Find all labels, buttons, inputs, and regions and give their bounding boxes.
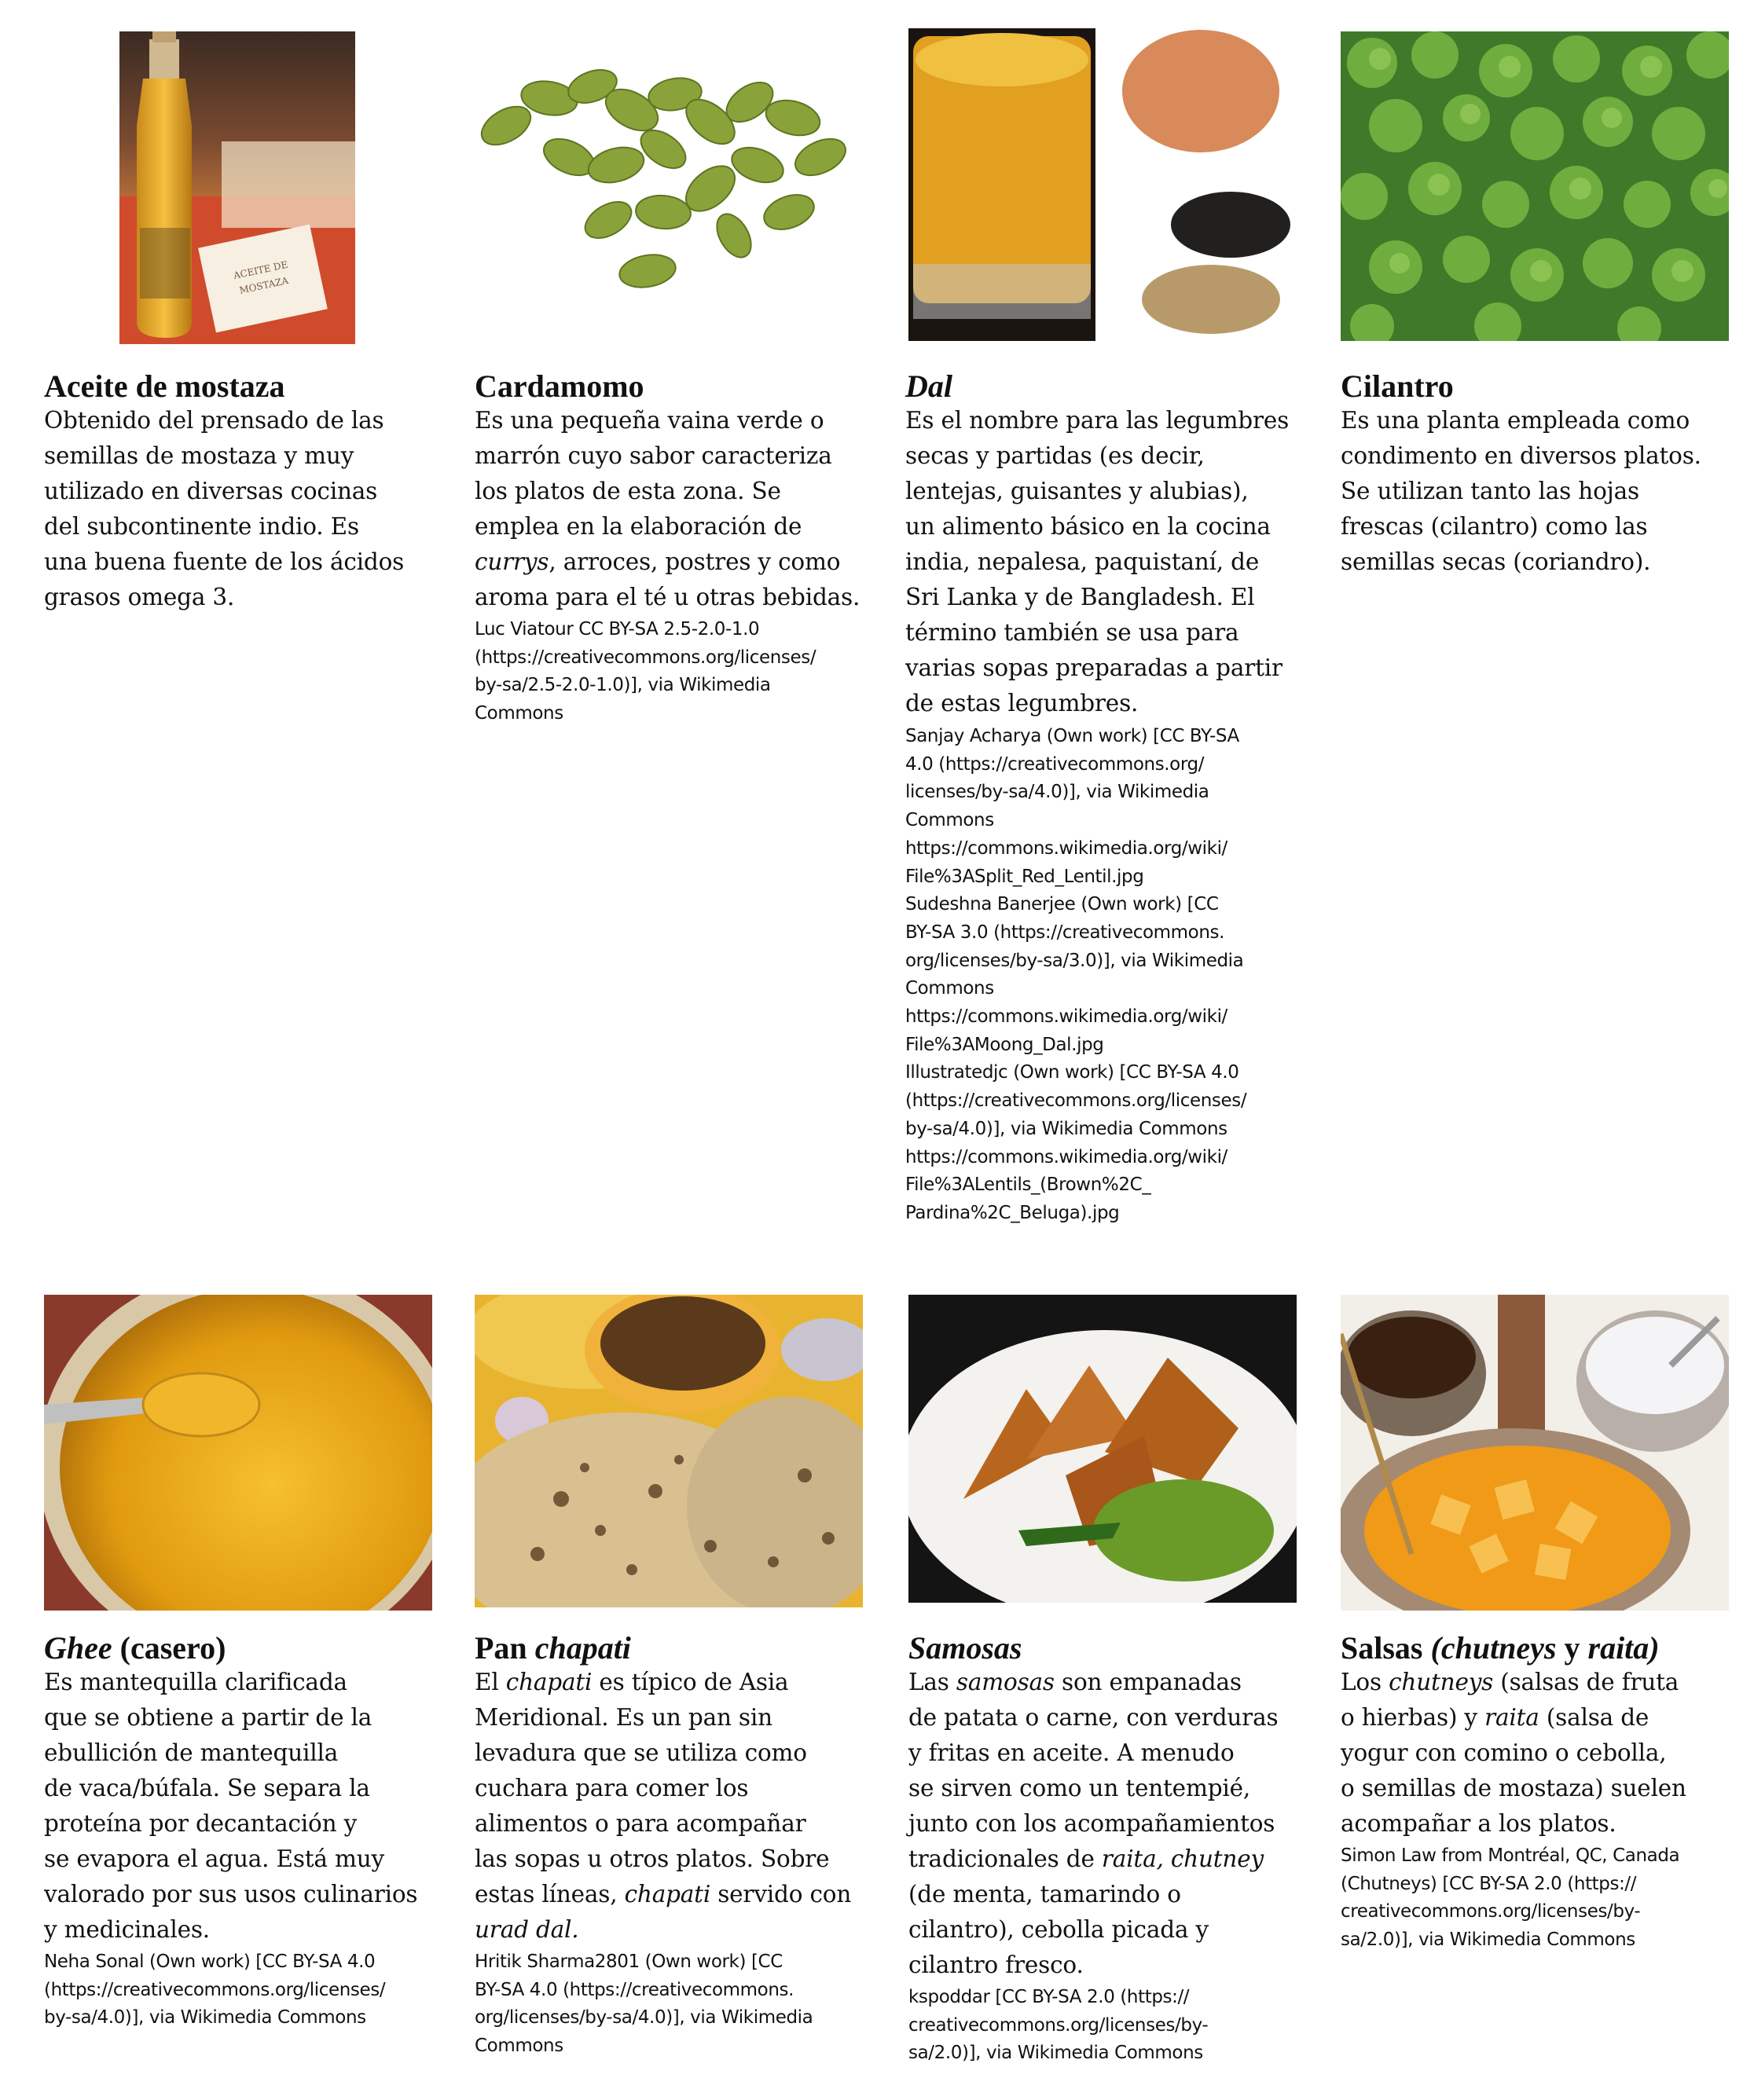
chutneys-raita-photo [1341, 1295, 1729, 1611]
chapati-photo [475, 1295, 863, 1607]
item-title: Cardamomo [475, 368, 644, 404]
svg-text:ACEITE DE: ACEITE DE [232, 258, 289, 281]
ghee-photo [44, 1295, 432, 1611]
item-title: Cilantro [1341, 368, 1454, 404]
image-credit: Simon Law from Montréal, QC, Canada (Chutneys) [CC BY-SA 2.0 (https:// creativecommons.org/licenses/by- sa/2.0)], via Wikimedia Commons [1341, 1845, 1680, 1951]
cilantro-photo [1341, 31, 1729, 341]
svg-text:MOSTAZA: MOSTAZA [238, 274, 290, 296]
item-title: Dal [905, 368, 952, 404]
item-title: Aceite de mostaza [44, 368, 285, 404]
image-credit: Hritik Sharma2801 (Own work) [CC BY-SA 4.0 (https://creativecommons. org/licenses/by-sa/4.0)], via Wikimedia Commons [475, 1952, 813, 2057]
dal-photo [908, 28, 1290, 341]
item-description: Es una planta empleada como condimento en diversos platos. Se utilizan tanto las hojas frescas (cilantro) como las semillas secas (coriandro). [1341, 407, 1701, 575]
item-title: Samosas [908, 1630, 1022, 1666]
image-credit: Luc Viatour CC BY-SA 2.5-2.0-1.0 (https://creativecommons.org/licenses/ by-sa/2.5-2.0-1.0)], via Wikimedia Commons [475, 619, 816, 724]
item-description: Obtenido del prensado de las semillas de mostaza y muy utilizado en diversas cocinas del subcontinente indio. Es una buena fuente de los ácidos grasos omega 3. [44, 407, 405, 610]
item-description: Es una pequeña vaina verde o marrón cuyo sabor caracteriza los platos de esta zona. Se emplea en la elaboración de currys, arroces, postres y como aroma para el té u otras bebidas. [475, 407, 860, 610]
samosas-photo [908, 1295, 1297, 1603]
item-description: Es mantequilla clarificada que se obtiene a partir de la ebullición de mantequilla de vaca/búfala. Se separa la proteína por decantación y se evapora el agua. Está muy valorado por sus usos culinarios y medicinales. [44, 1669, 418, 1943]
image-credit: Neha Sonal (Own work) [CC BY-SA 4.0 (https://creativecommons.org/licenses/ by-sa/4.0)], via Wikimedia Commons [44, 1952, 386, 2029]
item-description: Las samosas son empanadas de patata o carne, con verduras y fritas en aceite. A menudo se sirven como un tentempié, junto con los acompañamientos tradicionales de raita, chutney (de menta, tamarindo o cilantro), cebolla picada y cilantro fresco. [908, 1669, 1279, 1978]
image-credit: Sanjay Acharya (Own work) [CC BY-SA 4.0 (https://creativecommons.org/ licenses/by-sa/4.0)], via Wikimedia Commons https://commons.wikimedia.org/wiki/ File%3ASplit_Red_Lentil.jpg Sudeshna Banerjee (Own work) [CC BY-SA 3.0 (https://creativecommons. org/licenses/by-sa/3.0)], via Wikimedia Commons https://commons.wikimedia.org/wiki/ File%3AMoong_Dal.jpg Illustratedjc (Own work) [CC BY-SA 4.0 (https://creativecommons.org/licenses/ by-sa/4.0)], via Wikimedia Commons https://commons.wikimedia.org/wiki/ File%3ALentils_(Brown%2C_ Pardina%2C_Beluga).jpg [905, 726, 1247, 1223]
item-description: El chapati es típico de Asia Meridional. Es un pan sin levadura que se utiliza como cuchara para comer los alimentos o para acompañar las sopas u otros platos. Sobre estas líneas, chapati servido con urad dal. [475, 1669, 852, 1943]
item-description: Es el nombre para las legumbres secas y partidas (es decir, lentejas, guisantes y alubias), un alimento básico en la cocina india, nepalesa, paquistaní, de Sri Lanka y de Bangladesh. El término también se usa para varias sopas preparadas a partir de estas legumbres. [905, 407, 1290, 716]
item-title: Pan chapati [475, 1630, 631, 1666]
item-title: Ghee (casero) [44, 1630, 226, 1666]
mustard-oil-photo [119, 31, 355, 344]
item-description: Los chutneys (salsas de fruta o hierbas) y raita (salsa de yogur con comino o cebolla, o semillas de mostaza) suelen acompañar a los platos. [1341, 1669, 1686, 1837]
image-credit: kspoddar [CC BY-SA 2.0 (https:// creativecommons.org/licenses/by- sa/2.0)], via Wikimedia Commons [908, 1987, 1209, 2064]
item-title: Salsas (chutneys y raita) [1341, 1630, 1660, 1666]
cardamom-photo [475, 31, 863, 338]
